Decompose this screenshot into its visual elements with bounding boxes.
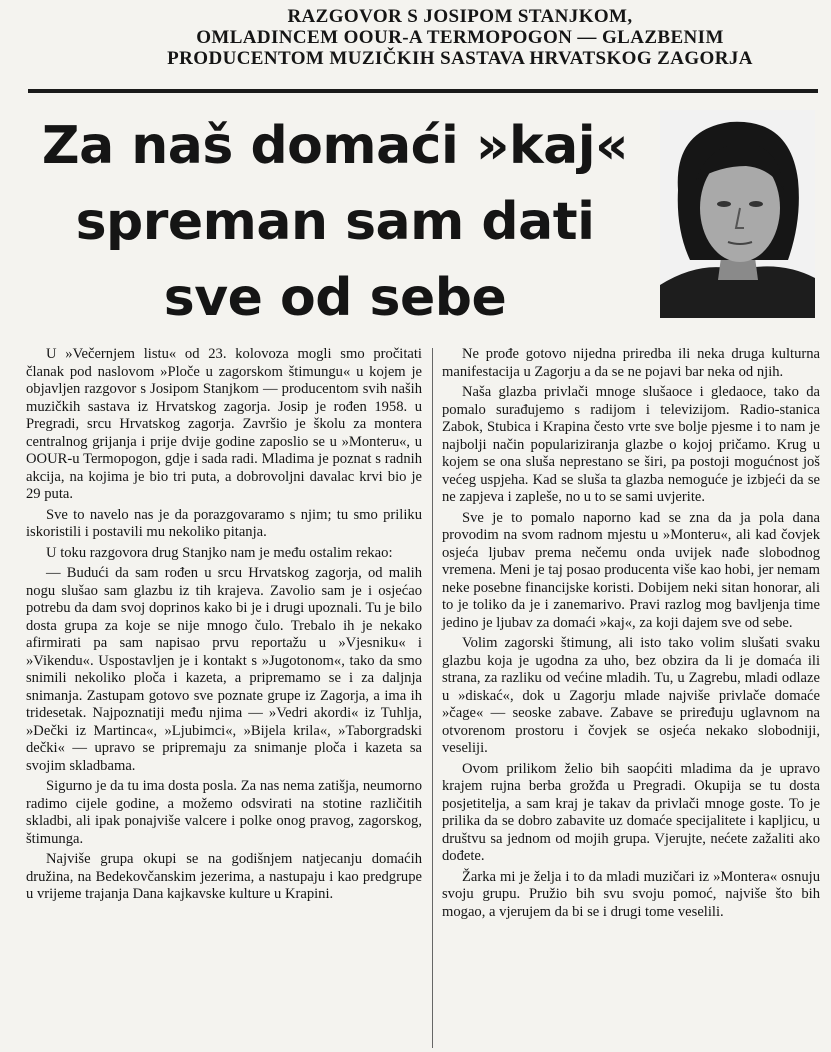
left-column [26,346,422,907]
paragraph: Naša glazba privlači mnoge slušaoce i gledaoce, tako da pomalo surađujemo s radijom i televizijom. Radio-stanica Zabok, Stubica i Krapina često vrte sve bolje pjesme i to nam je najbolji način populariziranja glazbe o kojoj pričamo. Krug u kojem se ona sluša neprestano se širi, pa postoji mogućnost još većeg uspjeha. Kad se sluša ta glazba nemoguće je izbjeći da se ne zapjeva i zapleše, no u to se sami uvjerite. [442,384,820,505]
article-kicker [100,6,820,69]
paragraph: Volim zagorski štimung, ali isto tako volim slušati svaku glazbu koja je ugodna za uho, bez obzira da li je domaća ili strana, za razliku od većine mladih. Tu, u Zagrebu, mladi odlaze u »diskać«, dok u Zagorju mlade najviše privlače domaće »čage« — seoske zabave. Zabave se priređuju uglavnom na otvorenom prostoru i čovjek se osjeća nekako slobodniji, veseliji. [442,635,820,756]
kicker-line-3: PRODUCENTOM MUZIČKIH SASTAVA HRVATSKOG ZAGORJA [167,48,753,69]
headline-line-3: sve od sebe [163,268,507,328]
paragraph: Ovom prilikom želio bih saopćiti mladima da je upravo krajem rujna berba grožđa u Pregradi. Okupija se tu dosta posjetitelja, a sam kraj je takav da privlači mnoge goste. To je prilika da se dobro zabavite uz domaće specijalitete i kapljicu, u društvu sa jednom od mojih grupa. Vjerujte, nećete zažaliti ako dođete. [442,760,820,864]
portrait-photo [660,110,815,318]
paragraph: Sigurno je da tu ima dosta posla. Za nas nema zatišja, neumorno radimo cijele godine, a možemo odsvirati na stotine različitih skladbi, ali ipak ponajviše valcere i polke onog pravog, zagorskog, štimunga. [26,778,422,847]
headline-line-2: spreman sam dati [75,192,595,252]
article-headline [20,108,650,336]
paragraph: Ne prođe gotovo nijedna priredba ili neka druga kulturna manifestacija u Zagorju a da se ne pojavi bar neka od njih. [442,346,820,380]
column-divider [432,348,433,1048]
paragraph: U toku razgovora drug Stanjko nam je među ostalim rekao: [46,544,393,561]
paragraph: Sve je to pomalo naporno kad se zna da ja pola dana provodim na svom radnom mjestu u »Monteru«, ali kad čovjek osjeća ljubav prema nečemu onda uvijek nađe slobodnog vremena. Meni je taj posao producenta više kao hobi, jer nemam neke posebne financijske koristi. Dobijem neki sitan honorar, ali to je toliko da je i zanemarivo. Pravi razlog mog bavljenja time jedino je ljubav za domaći »kaj«, za koji dajem sve od sebe. [442,509,820,631]
headline-line-1: Za naš domaći »kaj« [41,116,629,176]
paragraph: Najviše grupa okupi se na godišnjem natjecanju domaćih družina, na Bedekovčanskim jezerima, a nastupaju i kao predgrupe u vrijeme trajanja Dana kajkavske kulture u Krapini. [26,851,422,902]
paragraph: — Budući da sam rođen u srcu Hrvatskog zagorja, od malih nogu slušao sam glazbu iz tih krajeva. Zavolio sam je i osjećao potrebu da dam svoj doprinos kako bi je i drugi upoznali. Tu je bilo dosta grupa za koje se nije mnogo čulo. Trebalo ih je nekako afirmirati pa sam napisao prvu reportažu u »Vjesniku« i »Vikendu«. Uspostavljen je i kontakt s »Jugotonom«, tako da smo snimili nekoliko ploča i kazeta, a pripremamo se i za daljnja snimanja. Zastupam gotovo sve poznate grupe iz Zagorja, a ima ih tridesetak. Najpoznatiji među njima — »Vedri akordi« iz Tuhlja, »Dečki iz Martinca«, »Ljubimci«, »Bijela krila«, »Taborgradski dečki« — upravo se pripremaju za snimanje ploča i kazeta sa svojim skladbama. [26,565,422,774]
kicker-line-2: OMLADINCEM OOUR-A TERMOPOGON — GLAZBENIM [196,27,724,48]
kicker-line-1: RAZGOVOR S JOSIPOM STANJKOM, [287,6,633,27]
paragraph: Sve to navelo nas je da porazgovaramo s njim; tu smo priliku iskoristili i postavili mu nekoliko pitanja. [26,506,422,540]
paragraph: U »Večernjem listu« od 23. kolovoza mogli smo pročitati članak pod naslovom »Ploče u zagorskom štimungu« u kojem je objavljen razgovor s Josipom Stanjkom — producentom svih naših muzičkih sastava iz Hrvatskog zagorja. Josip je rođen 1958. u Pregradi, srcu Hrvatskog zagorja. Završio je školu za montera centralnog grijanja i prije dvije godine zaposlio se u »Monteru«, u OOUR-u Termopogon, gdje i sada radi. Mladima je poznat s radnih akcija, na kojima je bio tri puta, a dobrovoljni davalac krvi bio je 29 puta. [26,346,422,502]
header-rule [28,89,818,93]
right-column [442,346,820,924]
paragraph: Žarka mi je želja i to da mladi muzičari iz »Montera« osnuju svoju grupu. Pružio bih svu svoju pomoć, najviše što bih mogao, a vjerujem da bi se i drugi tome veselili. [442,868,820,920]
